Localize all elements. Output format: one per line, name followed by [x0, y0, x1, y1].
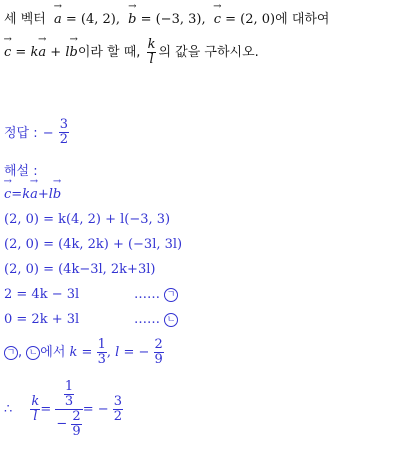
question-line2-mid: 이라 할 때, — [77, 45, 141, 60]
result-line: ㄱ , ㄴ 에서 k = $\frac{1}{3}$ , l = − $\frac{2}{9}$ — [4, 338, 164, 367]
circled-giyeok-icon: ㄱ — [164, 288, 178, 302]
result-k-num: 1 — [97, 337, 106, 352]
final-complex-den-den: 9 — [72, 424, 81, 439]
final-eq: = — [40, 402, 52, 417]
result-l-fraction — [154, 338, 164, 367]
result-l-num: 2 — [154, 337, 163, 352]
vector-b-value: = (−3, 3), — [140, 12, 206, 27]
vector-c-value: = (2, 0) — [225, 12, 276, 27]
eq-vector-b: → b — [69, 45, 77, 60]
answer-label: 정답 : — [4, 126, 38, 141]
result-k-label: k = — [69, 345, 93, 360]
sol-vec-plus: + — [37, 187, 49, 202]
answer-fraction — [59, 118, 69, 147]
result-l-label: l = − — [115, 345, 150, 360]
final-line — [4, 380, 123, 439]
question-line1-suffix: 에 대하여 — [275, 12, 330, 27]
result-circled-nieun-icon: ㄴ — [26, 346, 40, 360]
eq-l: l — [65, 45, 70, 60]
final-l: l — [33, 409, 38, 424]
final-complex-den-num: 2 — [72, 409, 81, 424]
equation-1-dots: …… — [134, 287, 160, 302]
result-l-den: 9 — [154, 352, 163, 367]
equation-2-dots: …… — [134, 312, 160, 327]
answer-den: 2 — [59, 132, 69, 147]
vector-b: → b — [128, 12, 136, 27]
final-complex-num-den: 3 — [64, 394, 74, 409]
therefore-symbol: ∴ — [4, 402, 13, 417]
result-k-fraction — [97, 338, 107, 367]
solution-line-1: (2, 0) = k(4, 2) + l(−3, 3) — [4, 212, 171, 227]
final-complex-num — [55, 380, 82, 410]
solution-vector-line — [4, 187, 61, 202]
question-prefix: 세 벡터 — [4, 12, 46, 27]
sol-vec-k: k — [22, 187, 31, 202]
question-fraction-den: l — [149, 52, 154, 67]
sol-vector-a: → a — [30, 187, 38, 202]
final-complex-num-num: 1 — [64, 379, 74, 394]
eq-equals: = — [15, 45, 27, 60]
final-eq2: = − — [82, 402, 109, 417]
result-k-den: 3 — [97, 352, 106, 367]
question-line-2 — [4, 38, 259, 67]
sol-vector-c: → c — [4, 187, 11, 202]
solution-line-2: (2, 0) = (4k, 2k) + (−3l, 3l) — [4, 237, 183, 252]
final-answer-num: 3 — [113, 394, 123, 409]
equation-2-marker — [134, 312, 178, 327]
circled-nieun-icon: ㄴ — [164, 313, 178, 327]
final-k: k — [31, 394, 40, 409]
final-answer-fraction — [113, 395, 123, 424]
result-sep: , — [106, 345, 112, 360]
result-prefix: 에서 — [40, 345, 66, 360]
eq-vector-c: → c — [4, 45, 11, 60]
equation-2: 0 = 2k + 3l — [4, 312, 80, 327]
sol-vec-eq: = — [11, 187, 23, 202]
solution-label: 해설 : — [4, 164, 38, 179]
equation-1-marker — [134, 287, 178, 302]
question-fraction-num: k — [147, 37, 156, 52]
eq-plus: + — [50, 45, 62, 60]
vector-a: → a — [54, 12, 62, 27]
solution-line-3: (2, 0) = (4k−3l, 2k+3l) — [4, 262, 156, 277]
final-kl-fraction — [30, 395, 40, 424]
sol-vec-l: l — [48, 187, 53, 202]
answer-line — [4, 118, 69, 147]
question-line2-suffix: 의 값을 구하시오. — [158, 45, 259, 60]
equation-1: 2 = 4k − 3l — [4, 287, 80, 302]
question-line-1 — [4, 8, 330, 27]
final-answer-den: 2 — [113, 409, 123, 424]
result-circled-giyeok-icon: ㄱ — [4, 346, 18, 360]
final-complex-den-sign: − — [56, 416, 68, 432]
vector-c: → c — [214, 12, 221, 27]
eq-vector-a: → a — [38, 45, 46, 60]
question-fraction — [147, 38, 157, 67]
final-complex-den — [55, 410, 82, 439]
answer-num: 3 — [59, 117, 69, 132]
vector-a-value: = (4, 2), — [65, 12, 120, 27]
eq-k: k — [30, 45, 39, 60]
answer-sign: − — [42, 126, 54, 141]
sol-vector-b: → b — [53, 187, 61, 202]
final-complex-fraction — [55, 380, 82, 439]
